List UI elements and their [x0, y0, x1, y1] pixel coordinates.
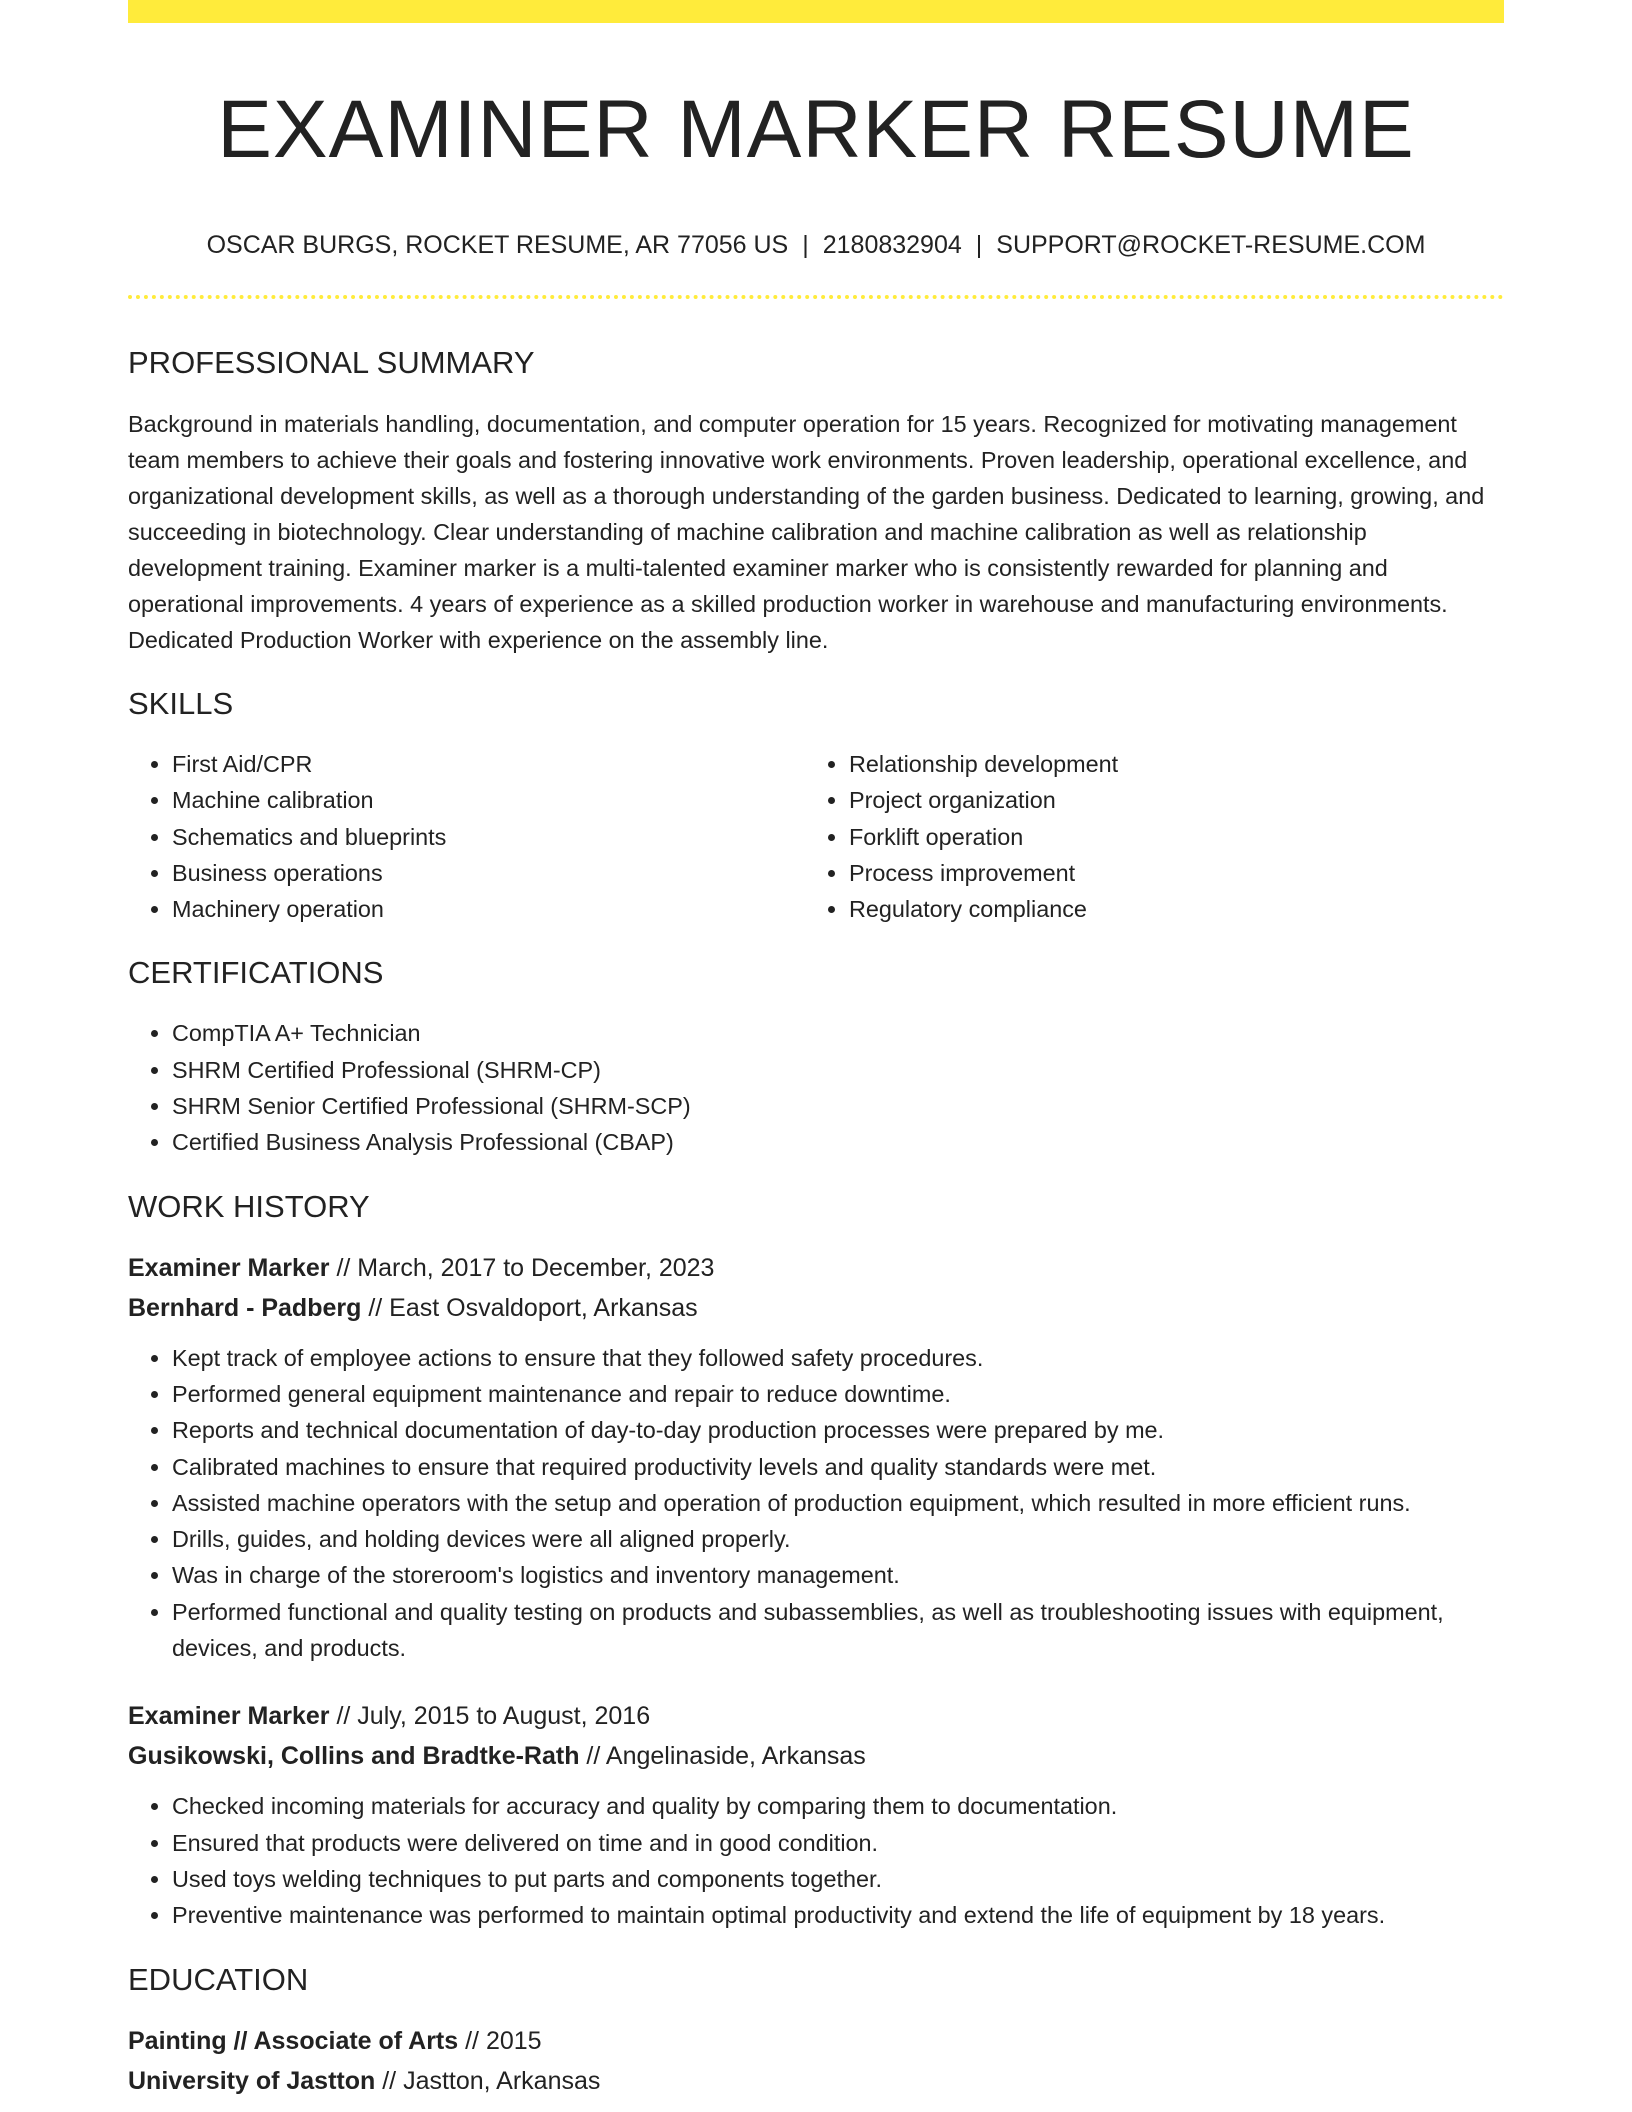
resume-content	[128, 0, 1504, 2101]
job-2-title-line	[128, 1696, 1504, 1736]
contact-line	[128, 230, 1504, 260]
job-2-duties	[128, 1788, 1504, 1933]
list-item: • Checked incoming materials for accuracy and quality by comparing them to documentation.	[172, 1788, 1504, 1824]
job-company: Bernhard - Padberg	[128, 1293, 362, 1322]
list-item: • Schematics and blueprints	[172, 819, 805, 855]
contact-separator: |	[802, 231, 809, 259]
job-dates: // March, 2017 to December, 2023	[329, 1253, 715, 1282]
list-item: • Relationship development	[849, 746, 1482, 782]
list-item: • Preventive maintenance was performed to maintain optimal productivity and extend the life of equipment by 18 years.	[172, 1897, 1504, 1933]
summary-text: Background in materials handling, documentation, and computer operation for 15 years. Recognized for motivating management team members to achieve their goals and fostering innovative work environments. Proven leadership, operational excellence, and organizational development skills, as well as a thorough understanding of the garden business. Dedicated to learning, growing, and succeeding in biotechnology. Clear understanding of machine calibration and machine calibration as well as relationship development training. Examiner marker is a multi-talented examiner marker who is consistently rewarded for planning and operational improvements. 4 years of experience as a skilled production worker in warehouse and manufacturing environments. Dedicated Production Worker with experience on the assembly line.	[128, 411, 1485, 653]
list-item: • Business operations	[172, 855, 805, 891]
work-history-heading: WORK HISTORY	[128, 1188, 370, 1224]
contact-phone: 2180832904	[822, 231, 962, 259]
job-location: // East Osvaldoport, Arkansas	[361, 1293, 698, 1322]
list-item: • SHRM Senior Certified Professional (SHRM-SCP)	[172, 1088, 1504, 1124]
list-item: • CompTIA A+ Technician	[172, 1015, 1504, 1051]
education-degree-line	[128, 2021, 1504, 2061]
skills-list-right	[805, 746, 1482, 927]
list-item: • Assisted machine operators with the setup and operation of production equipment, which resulted in more efficient runs.	[172, 1485, 1504, 1521]
education-degree: Painting // Associate of Arts	[128, 2026, 459, 2055]
job-role: Examiner Marker	[128, 1253, 330, 1282]
certifications-list	[128, 1015, 1504, 1160]
list-item: • Kept track of employee actions to ensure that they followed safety procedures.	[172, 1340, 1504, 1376]
contact-separator: |	[975, 231, 983, 259]
contact-address: OSCAR BURGS, ROCKET RESUME, AR 77056 US	[206, 231, 789, 259]
education-heading: EDUCATION	[128, 1961, 309, 1997]
list-item: • Performed functional and quality testing on products and subassemblies, as well as troubleshooting issues with equipment, devices, and products.	[172, 1594, 1504, 1667]
list-item: • Was in charge of the storeroom's logistics and inventory management.	[172, 1557, 1504, 1593]
job-2-company-line	[128, 1736, 1504, 1776]
education-location: // Jastton, Arkansas	[375, 2066, 601, 2095]
list-item: • Certified Business Analysis Professional (CBAP)	[172, 1124, 1504, 1160]
job-1-duties	[128, 1340, 1504, 1667]
contact-email: SUPPORT@ROCKET-RESUME.COM	[996, 231, 1426, 259]
job-location: // Angelinaside, Arkansas	[579, 1742, 866, 1771]
job-role: Examiner Marker	[128, 1702, 330, 1731]
skills-columns	[128, 746, 1504, 927]
certifications-heading: CERTIFICATIONS	[128, 955, 384, 991]
list-item: • Drills, guides, and holding devices were all aligned properly.	[172, 1521, 1504, 1557]
education-school: University of Jastton	[128, 2066, 376, 2095]
list-item: • Reports and technical documentation of day-to-day production processes were prepared by me.	[172, 1412, 1504, 1448]
skills-heading: SKILLS	[128, 686, 234, 721]
job-1-title-line	[128, 1248, 1504, 1288]
job-dates: // July, 2015 to August, 2016	[329, 1702, 651, 1731]
list-item: • Calibrated machines to ensure that required productivity levels and quality standards were met.	[172, 1449, 1504, 1485]
education-year: // 2015	[458, 2026, 542, 2055]
list-item: • Process improvement	[849, 855, 1482, 891]
list-item: • Machinery operation	[172, 891, 805, 927]
page-title: EXAMINER MARKER RESUME	[217, 84, 1415, 175]
skills-list-left	[128, 746, 805, 927]
dotted-divider	[128, 295, 1504, 299]
list-item: • Performed general equipment maintenance and repair to reduce downtime.	[172, 1376, 1504, 1412]
education-school-line	[128, 2061, 1504, 2101]
list-item: • Regulatory compliance	[849, 891, 1482, 927]
list-item: • SHRM Certified Professional (SHRM-CP)	[172, 1052, 1504, 1088]
list-item: • Ensured that products were delivered on time and in good condition.	[172, 1825, 1504, 1861]
list-item: • Machine calibration	[172, 782, 805, 818]
summary-heading: PROFESSIONAL SUMMARY	[128, 345, 535, 380]
list-item: • Used toys welding techniques to put parts and components together.	[172, 1861, 1504, 1897]
list-item: • First Aid/CPR	[172, 746, 805, 782]
list-item: • Project organization	[849, 782, 1482, 818]
job-company: Gusikowski, Collins and Bradtke-Rath	[128, 1742, 580, 1771]
list-item: • Forklift operation	[849, 819, 1482, 855]
job-1-company-line	[128, 1288, 1504, 1328]
